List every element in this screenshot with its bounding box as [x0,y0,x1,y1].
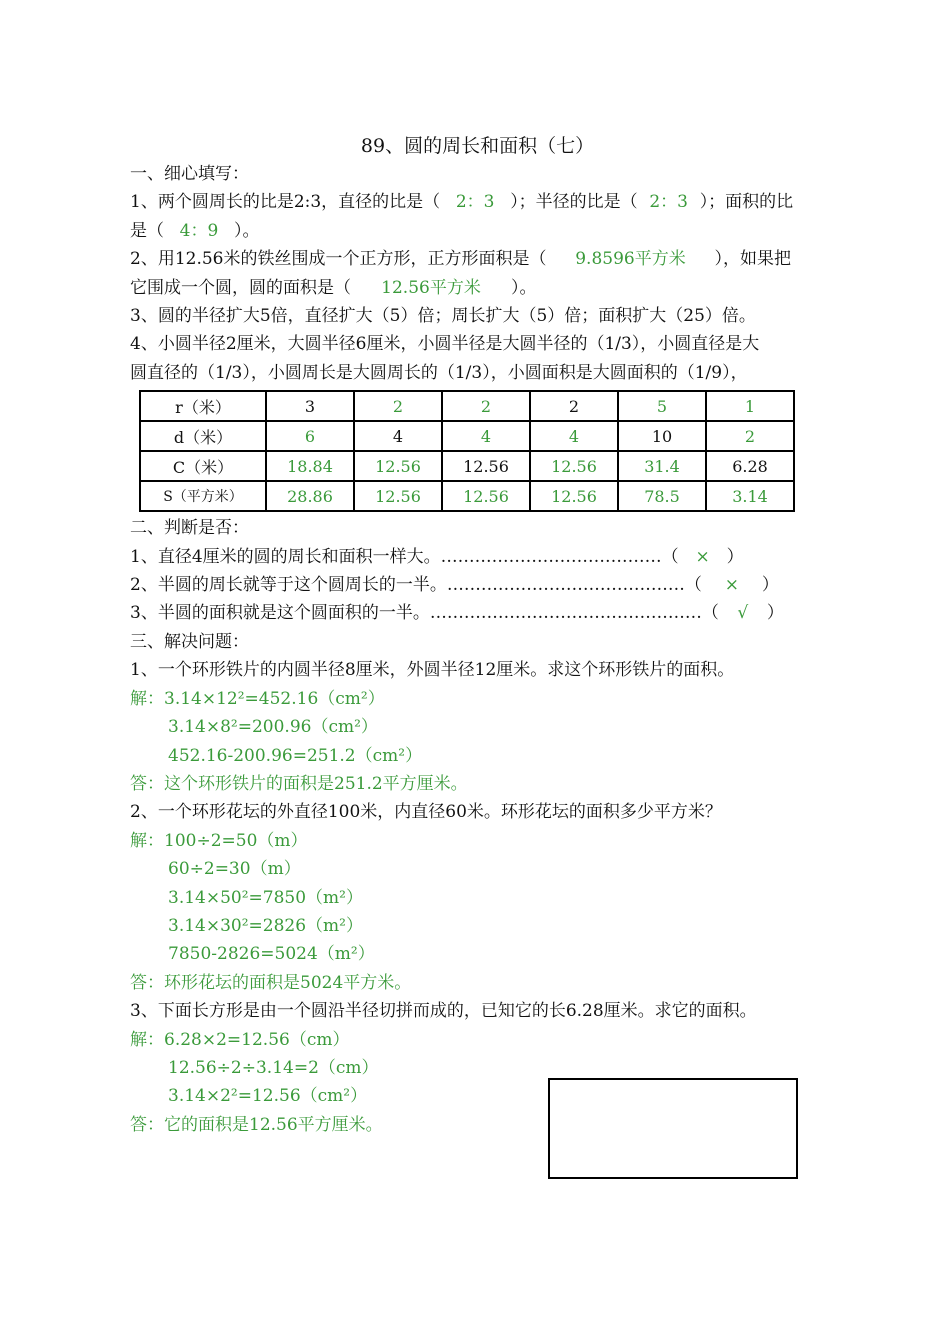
table-row [140,391,794,421]
s1-q4-line2: 圆直径的（1/3），小圆周长是大圆周长的（1/3），小圆面积是大圆面积的（1/9）， [130,362,748,383]
s3-p1-question: 1、一个环形铁片的内圆半径8厘米，外圆半径12厘米。求这个环形铁片的面积。 [130,660,735,681]
s1-q2-line1: 2、用12.56米的铁丝围成一个正方形，正方形面积是（ 9.8596平方米 ），如果把 [130,245,825,273]
s1-q1-line1: 1、两个圆周长的比是2:3，直径的比是（ 2：3 ）；半径的比是（ 2：3 ）；面积的比 [130,188,825,216]
table-cell: 5 [618,391,706,421]
s2-q2-ans: × [724,575,739,596]
s3-p3-sol-0: 解：6.28×2=12.56（cm） [130,1029,350,1050]
table-cell: 12.56 [354,451,442,481]
section1-heading: 一、细心填写： [130,164,249,184]
table-cell: 4 [442,421,530,451]
s3-p3-question: 3、下面长方形是由一个圆沿半径切拼而成的，已知它的长6.28厘米。求它的面积。 [130,1001,757,1022]
s2-q1-ans: × [695,546,710,567]
s3-p1-sol-0: 解：3.14×12²=452.16（cm²） [130,688,385,709]
worksheet [130,132,825,1139]
table-cell: 12.56 [442,451,530,481]
s3-p3-sol-2: 3.14×2²=12.56（cm²） [168,1086,368,1107]
rectangle-figure [548,1078,798,1179]
table-row-label: S（平方米） [140,481,266,511]
table-cell: 12.56 [530,481,618,511]
s3-p2-sol-1: 60÷2=30（m） [168,859,301,880]
table-row [140,451,794,481]
s1-q4-line1: 4、小圆半径2厘米，大圆半径6厘米，小圆半径是大圆半径的（1/3），小圆直径是大 [130,334,760,355]
s3-p2-sol-3: 3.14×30²=2826（m²） [168,915,363,936]
table-row-label: C（米） [140,451,266,481]
table-cell: 4 [530,421,618,451]
table-cell: 78.5 [618,481,706,511]
table-cell: 6.28 [706,451,794,481]
s2-q2: 2、半圆的周长就等于这个圆周长的一半。……………………………………（ × ） [130,571,825,599]
page-title: 89、圆的周长和面积（七） [360,135,595,157]
section2-heading: 二、判断是否： [130,518,249,539]
table-cell: 12.56 [354,481,442,511]
s3-p1-answer: 答：这个环形铁片的面积是251.2平方厘米。 [130,773,468,794]
s3-p2-sol-0: 解：100÷2=50（m） [130,830,308,851]
s3-p1-sol-1: 3.14×8²=200.96（cm²） [168,717,378,738]
table-cell: 4 [354,421,442,451]
s3-p3-answer: 答：它的面积是12.56平方厘米。 [130,1114,383,1135]
s2-q3: 3、半圆的面积就是这个圆面积的一半。…………………………………………（ √ ） [130,599,825,627]
s1-q3: 3、圆的半径扩大5倍，直径扩大（5）倍；周长扩大（5）倍；面积扩大（25）倍。 [130,306,756,327]
s1-q2-line2: 它围成一个圆，圆的面积是（ 12.56平方米 ）。 [130,274,825,302]
s2-q3-ans: √ [737,603,749,624]
section3-heading: 三、解决问题： [130,631,249,652]
table-cell: 10 [618,421,706,451]
s2-q1: 1、直径4厘米的圆的周长和面积一样大。…………………………………（ × ） [130,543,825,571]
s1-q2-ans2: 12.56平方米 [381,277,481,298]
table-cell: 3.14 [706,481,794,511]
table-row [140,481,794,511]
table-row-label: r（米） [140,391,266,421]
table-cell: 2 [442,391,530,421]
table-cell: 3 [266,391,354,421]
table-cell: 31.4 [618,451,706,481]
radius-table [139,390,795,512]
table-row-label: d（米） [140,421,266,451]
s1-q1-ans2: 2：3 [649,192,688,213]
s3-p2-sol-2: 3.14×50²=7850（m²） [168,887,363,908]
table-cell: 2 [354,391,442,421]
s3-p2-sol-4: 7850-2826=5024（m²） [168,944,375,965]
s3-p3-sol-1: 12.56÷2÷3.14=2（cm） [168,1057,379,1078]
s1-q1-ans1: 2：3 [455,192,495,213]
table-cell: 18.84 [266,451,354,481]
s3-p2-question: 2、一个环形花坛的外直径100米，内直径60米。环形花坛的面积多少平方米？ [130,802,722,823]
table-row [140,421,794,451]
table-cell: 12.56 [442,481,530,511]
s1-q1-line2: 是（ 4：9 ）。 [130,217,825,245]
table-cell: 6 [266,421,354,451]
table-cell: 2 [530,391,618,421]
table-cell: 12.56 [530,451,618,481]
table-cell: 1 [706,391,794,421]
s1-q1-ans3: 4：9 [179,220,219,241]
table-cell: 28.86 [266,481,354,511]
table-cell: 2 [706,421,794,451]
s3-p1-sol-2: 452.16-200.96=251.2（cm²） [168,745,423,766]
s1-q2-ans1: 9.8596平方米 [575,249,686,270]
s3-p2-answer: 答：环形花坛的面积是5024平方米。 [130,972,412,993]
